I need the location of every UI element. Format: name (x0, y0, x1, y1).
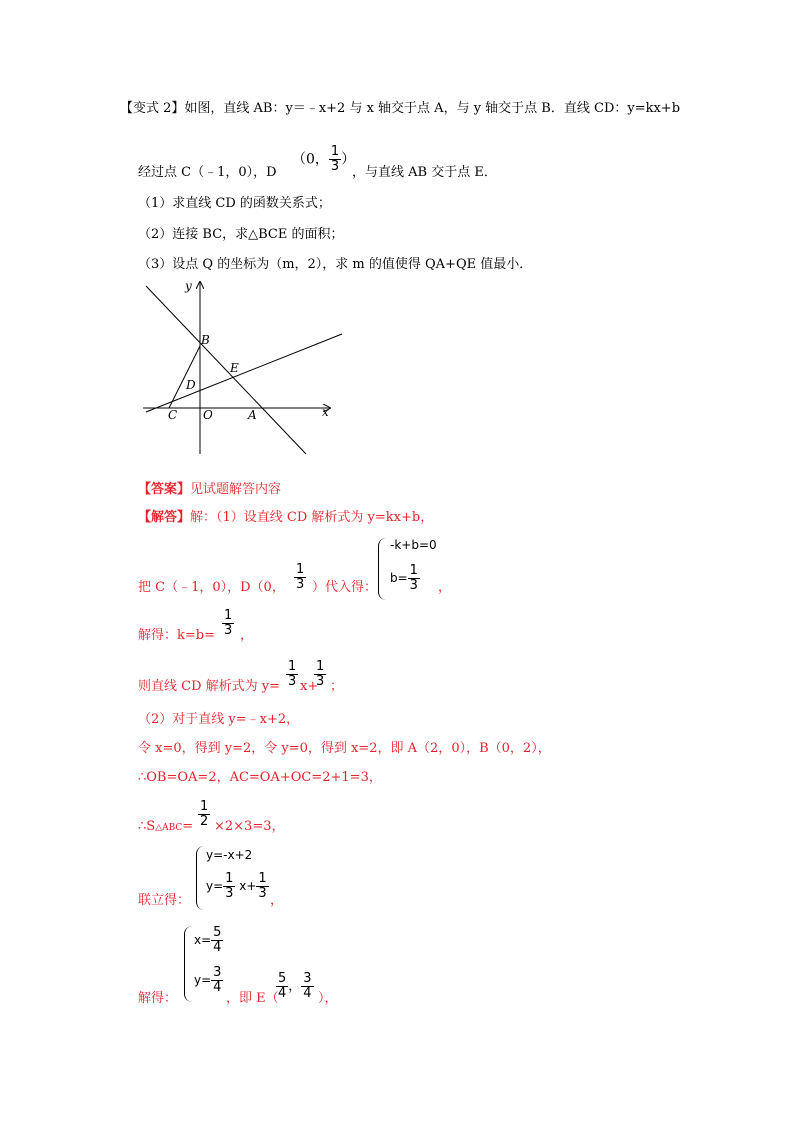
fraction: $\frac{1}{3}$ (316, 659, 325, 689)
point-d-coordinate: （0， $\frac{1}{3}$ ） (292, 144, 356, 174)
fraction: $\frac{1}{2}$ (200, 799, 209, 829)
solution-line-5: （2）对于直线 y=﹣x+2， (138, 712, 300, 727)
problem-text-2-post: ，与直线 AB 交于点 E． (352, 165, 497, 180)
solution-line-1: 【解答】解：（1）设直线 CD 解析式为 y=kx+b， (138, 510, 434, 525)
solution-line-4-frac2 (314, 660, 326, 689)
answer-text: 见试题解答内容 (190, 482, 282, 497)
fraction: $\frac{1}{3}$ (225, 871, 234, 901)
fraction: $\frac{3}{4}$ (213, 965, 222, 995)
solution-line-8-post: ×2×3=3， (214, 819, 285, 834)
answer-tag: 【答案】 (138, 482, 191, 497)
problem-text-2-pre: 经过点 C（﹣1，0），D (138, 165, 277, 180)
coordinate-figure (138, 278, 348, 458)
label-o: O (203, 408, 213, 422)
question-3: （3）设点 Q 的坐标为（m，2），求 m 的值使得 QA+QE 值最小． (138, 257, 533, 272)
line-ab (146, 286, 306, 454)
fraction: $\frac{1}{3}$ (330, 144, 340, 174)
fraction: $\frac{1}{3}$ (409, 563, 418, 593)
equation-system-2: y=-x+2 y= $\frac{1}{3}$ x+ $\frac{1}{3}$ (196, 846, 276, 910)
solution-line-2-fraction (294, 563, 306, 592)
problem-line-2 (138, 164, 277, 182)
solution-line-8: ∴S△ABC= (138, 819, 194, 834)
solution-line-3-fraction (222, 609, 234, 638)
fraction: $\frac{1}{3}$ (258, 871, 267, 901)
solution-line-10-close: ）， (318, 991, 338, 1006)
solution-line-10-mid: ，即 E（ (226, 991, 279, 1006)
label-x: x (322, 405, 329, 419)
solution-line-6: 令 x=0，得到 y=2，令 y=0，得到 x=2，即 A（2，0），B（0，2）， (138, 741, 551, 756)
solution-line-4-post: ； (330, 679, 344, 694)
solution-line-7: ∴OB=OA=2，AC=OA+OC=2+1=3， (138, 770, 382, 785)
equation-system-1: -k+b=0 b= $\frac{1}{3}$ (378, 538, 448, 600)
solution-line-4-frac1 (286, 660, 298, 689)
problem-tag: 【变式 2】 (120, 101, 185, 116)
fraction: $\frac{5}{4}$ (278, 971, 287, 1001)
solution-line-10: 解得： (138, 991, 178, 1006)
solution-line-9: 联立得： (138, 893, 191, 908)
problem-line-1 (120, 100, 680, 118)
solution-line-2-post: ）代入得： (312, 580, 378, 595)
line-cd (146, 334, 342, 412)
question-2: （2）连接 BC，求△BCE 的面积； (138, 227, 344, 242)
segment-bc (169, 346, 200, 408)
solution-line-3-post: ， (240, 628, 254, 643)
label-c: C (168, 408, 178, 422)
question-1: （1）求直线 CD 的函数关系式； (138, 196, 331, 211)
fraction: $\frac{1}{3}$ (224, 608, 233, 638)
point-e-coordinate: $\frac{5}{4}$ ， $\frac{3}{4}$ (278, 971, 312, 1001)
solution-line-8-fraction (198, 800, 210, 829)
problem-text-1: 如图，直线 AB：y＝﹣x+2 与 x 轴交于点 A，与 y 轴交于点 B．直线 CD：y=kx+b (184, 101, 681, 116)
solution-tag: 【解答】 (138, 510, 191, 525)
answer-line (138, 481, 281, 499)
system-1-comma: ， (438, 580, 452, 595)
fraction: $\frac{1}{3}$ (288, 659, 297, 689)
label-e: E (230, 361, 239, 375)
label-y: y (185, 279, 192, 293)
fraction: $\frac{3}{4}$ (303, 971, 312, 1001)
equation-system-3: x= $\frac{5}{4}$ y= $\frac{3}{4}$ (184, 926, 234, 1002)
solution-line-4-mid: x+ (300, 679, 319, 694)
label-a: A (248, 408, 257, 422)
system-2-comma: ， (270, 893, 284, 908)
fraction: $\frac{1}{3}$ (296, 562, 305, 592)
fraction: $\frac{5}{4}$ (213, 925, 222, 955)
label-d: D (186, 378, 196, 392)
solution-line-4: 则直线 CD 解析式为 y= (138, 679, 281, 694)
label-b: B (201, 333, 210, 347)
solution-line-2: 把 C（﹣1，0），D（0， (138, 580, 285, 595)
solution-line-3: 解得：k=b= (138, 628, 215, 643)
